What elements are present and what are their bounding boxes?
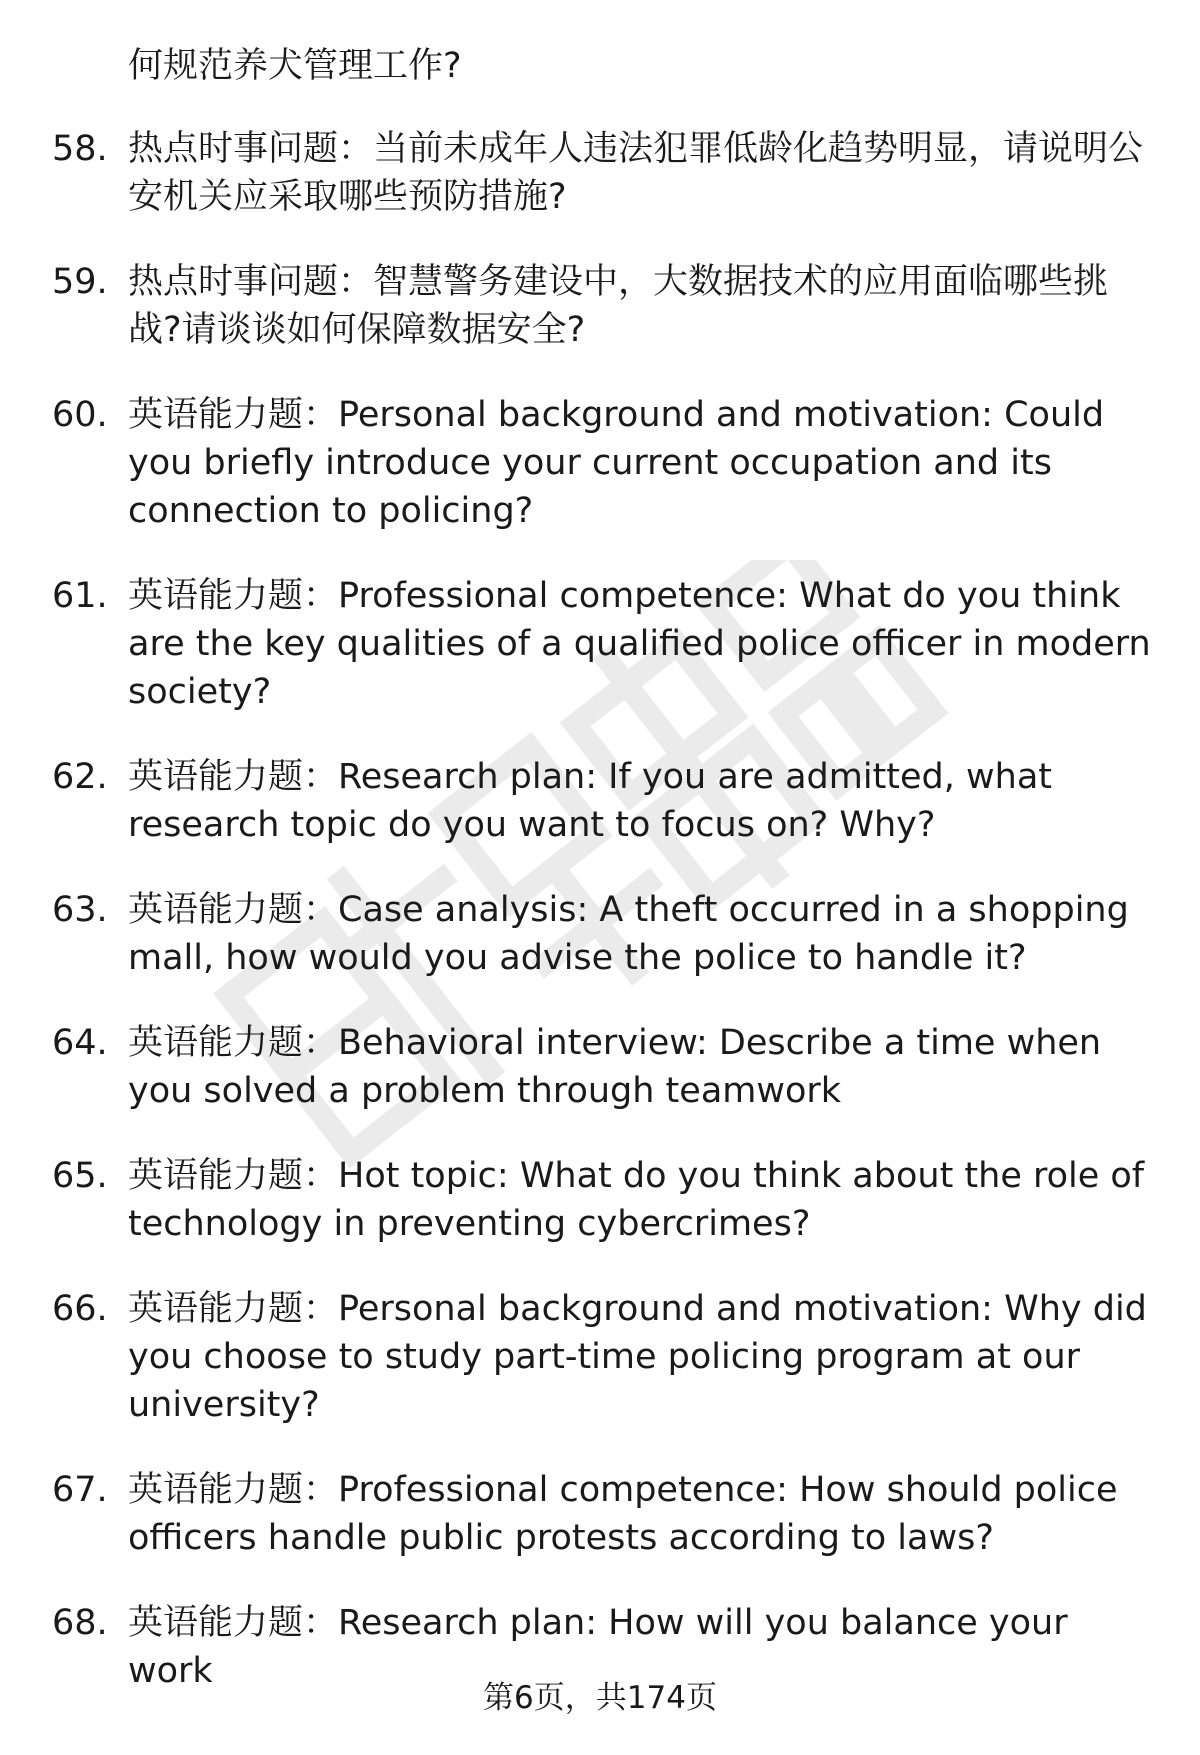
- item-text: 英语能力题：Hot topic: What do you think about the role of technology in preventing cybercrimes?: [128, 1156, 1145, 1244]
- item-text: 英语能力题：Professional competence: What do you think are the key qualities of a qualified police officer in modern society?: [128, 576, 1151, 712]
- question-list: [52, 42, 1152, 1732]
- list-item: [52, 1285, 1152, 1429]
- item-text: 英语能力题：Research plan: If you are admitted, what research topic do you want to focus on? Why?: [128, 757, 1052, 845]
- page-footer: 第6页，共174页: [483, 1680, 717, 1716]
- list-item: [52, 391, 1152, 535]
- item-text: 热点时事问题：智慧警务建设中，大数据技术的应用面临哪些挑战?请谈谈如何保障数据安全?: [128, 262, 1109, 350]
- item-text: 英语能力题：Professional competence: How should police officers handle public protests according to laws?: [128, 1470, 1118, 1558]
- item-text: 英语能力题：Personal background and motivation: Could you briefly introduce your current occupation and its connection to policing?: [128, 395, 1105, 531]
- item-number: 66.: [52, 1289, 108, 1329]
- list-item: [52, 572, 1152, 716]
- item-text: 英语能力题：Case analysis: A theft occurred in a shopping mall, how would you advise the police to handle it?: [128, 890, 1129, 978]
- list-item: [52, 125, 1152, 221]
- item-text: 热点时事问题：当前未成年人违法犯罪低龄化趋势明显，请说明公安机关应采取哪些预防措施?: [128, 129, 1144, 217]
- continuation-text: 何规范养犬管理工作?: [128, 46, 462, 86]
- item-number: 60.: [52, 395, 108, 435]
- list-item: [52, 886, 1152, 982]
- list-item: [52, 753, 1152, 849]
- list-item: [52, 258, 1152, 354]
- item-number: 64.: [52, 1023, 108, 1063]
- item-number: 59.: [52, 262, 108, 302]
- item-number: 67.: [52, 1470, 108, 1510]
- item-text: 英语能力题：Personal background and motivation: Why did you choose to study part-time policing program at our university?: [128, 1289, 1147, 1425]
- list-item: [52, 1466, 1152, 1562]
- item-text: 英语能力题：Research plan: How will you balance your work: [128, 1603, 1068, 1691]
- list-item: [52, 1152, 1152, 1248]
- list-item: [52, 1019, 1152, 1115]
- item-number: 58.: [52, 129, 108, 169]
- item-number: 68.: [52, 1603, 108, 1643]
- item-number: 62.: [52, 757, 108, 797]
- item-text: 英语能力题：Behavioral interview: Describe a time when you solved a problem through teamwork: [128, 1023, 1102, 1111]
- item-number: 63.: [52, 890, 108, 930]
- item-number: 65.: [52, 1156, 108, 1196]
- item-number: 61.: [52, 576, 108, 616]
